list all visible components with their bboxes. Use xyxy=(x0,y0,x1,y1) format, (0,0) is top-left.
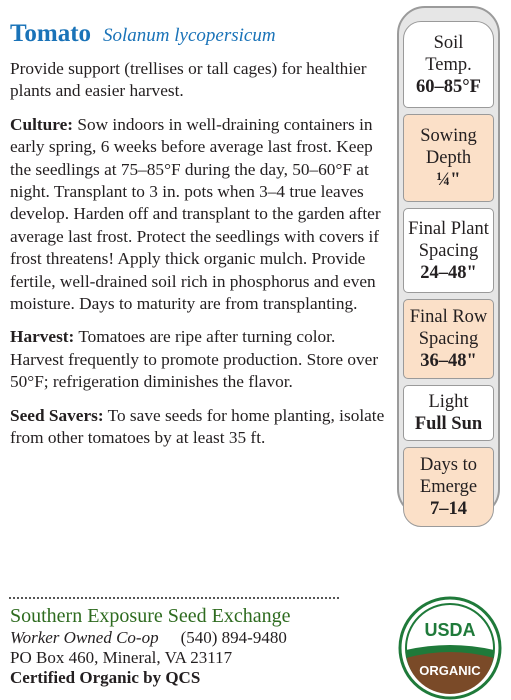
plant-spacing-box xyxy=(403,208,494,293)
light-value: Full Sun xyxy=(414,414,483,434)
sowing-depth-value: ¼" xyxy=(436,170,461,190)
phone-number: (540) 894-9480 xyxy=(180,628,287,647)
mailing-address: PO Box 460, Mineral, VA 23117 xyxy=(10,648,233,667)
usda-organic-seal-icon xyxy=(398,596,502,700)
coop-label: Worker Owned Co-op xyxy=(10,628,159,647)
seal-top-text: USDA xyxy=(424,620,476,640)
days-to-emerge-box xyxy=(403,447,494,527)
coop-line xyxy=(10,628,290,648)
emerge-label-1: Days to xyxy=(419,455,478,475)
plant-spacing-label-1: Final Plant xyxy=(408,218,489,239)
seed-savers-label: Seed Savers: xyxy=(10,405,104,425)
company-footer xyxy=(10,605,290,688)
harvest-label: Harvest: xyxy=(10,327,75,347)
growing-instructions xyxy=(10,58,388,450)
plant-spacing-value: 24–48" xyxy=(420,262,477,283)
soil-temp-value: 60–85°F xyxy=(416,76,481,97)
soil-temp-label-1: Soil xyxy=(433,32,464,53)
planting-info-sidebar xyxy=(397,6,500,517)
emerge-value: 7–14 xyxy=(430,499,467,519)
plant-spacing-label-2: Spacing xyxy=(418,240,479,261)
company-name: Southern Exposure Seed Exchange xyxy=(10,605,291,627)
dotted-divider xyxy=(9,597,339,599)
seed-savers-section xyxy=(10,405,388,450)
soil-temp-label-2: Temp. xyxy=(425,54,472,75)
intro-paragraph: Provide support (trellises or tall cages) for healthier plants and easier harvest. xyxy=(10,59,367,101)
light-label: Light xyxy=(428,392,469,412)
sowing-depth-label-2: Depth xyxy=(425,148,472,168)
seal-bottom-text: ORGANIC xyxy=(419,663,481,678)
row-spacing-value: 36–48" xyxy=(420,351,477,371)
certification-line: Certified Organic by QCS xyxy=(10,668,201,687)
harvest-text: Tomatoes are ripe after turning color. Harvest frequently to promote production. Store over 50°F; refrigeration diminishes the flavor. xyxy=(10,327,379,392)
light-box xyxy=(403,385,494,441)
seed-savers-text: To save seeds for home planting, isolate from other tomatoes by at least 35 ft. xyxy=(10,405,385,448)
sowing-depth-label-1: Sowing xyxy=(420,126,477,146)
culture-section xyxy=(10,114,388,316)
sowing-depth-box xyxy=(403,114,494,202)
culture-text: Sow indoors in well-draining containers in early spring, 6 weeks before average last frost. Keep the seedlings at 75–85°F during the day, 50–60°F at night. Transplant to 3 in. pots when 3–4 true leaves develop. Harden off and transplant to the garden after average last frost. Protect the seedlings with covers if frost threatens! Apply thick organic mulch. Provide fertile, well-drained soil rich in phosphorus and even moisture. Days to maturity are from transplanting. xyxy=(10,114,381,314)
row-spacing-label-1: Final Row xyxy=(409,307,488,327)
product-title xyxy=(10,20,276,48)
common-name: Tomato xyxy=(10,20,92,47)
row-spacing-label-2: Spacing xyxy=(418,329,479,349)
harvest-section xyxy=(10,326,388,393)
row-spacing-box xyxy=(403,299,494,379)
soil-temp-box xyxy=(403,21,494,108)
emerge-label-2: Emerge xyxy=(419,477,478,497)
culture-label: Culture: xyxy=(10,114,74,134)
scientific-name: Solanum lycopersicum xyxy=(103,25,276,46)
